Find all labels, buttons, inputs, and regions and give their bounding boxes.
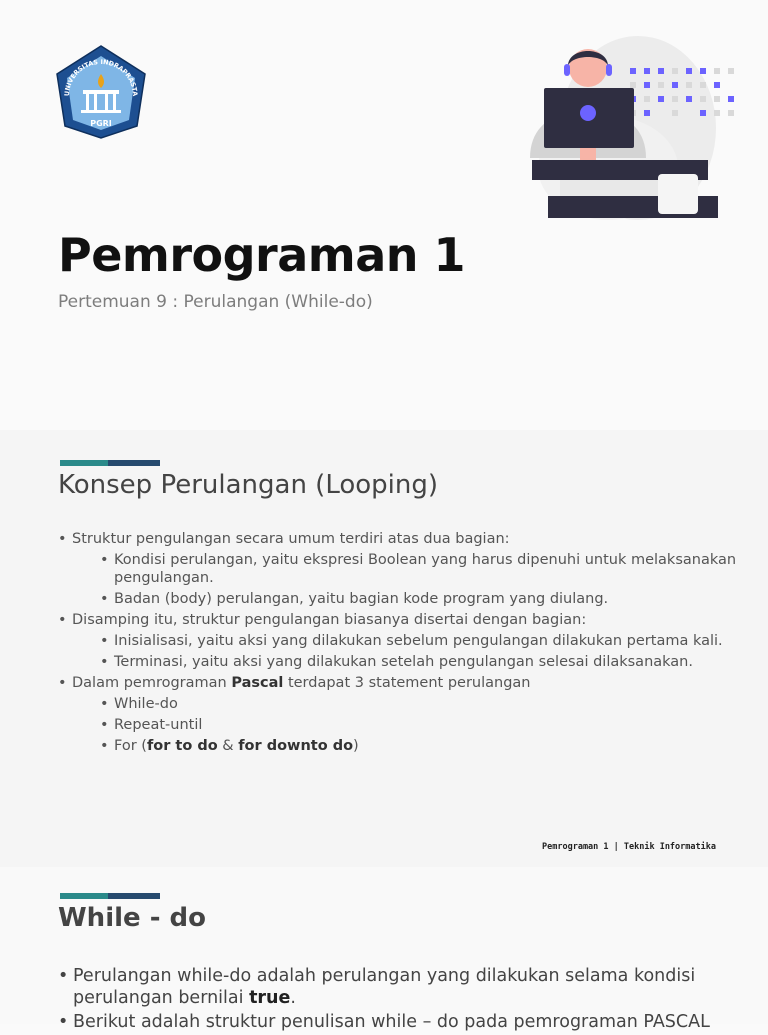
list-item: • While-do — [100, 695, 738, 713]
title-accent-bar — [60, 893, 160, 899]
title-slide — [0, 0, 768, 430]
list-item: • Berikut adalah struktur penulisan while – do pada pemrograman PASCAL — [58, 1011, 738, 1033]
person-at-computer-illustration — [508, 18, 748, 223]
list-item: • Inisialisasi, yaitu aksi yang dilakukan sebelum pengulangan dilakukan pertama kali. — [100, 632, 738, 650]
list-item: • Badan (body) perulangan, yaitu bagian kode program yang diulang. — [100, 590, 738, 608]
list-item: • Kondisi perulangan, yaitu ekspresi Boolean yang harus dipenuhi untuk melaksanakan pengulangan. — [100, 551, 738, 587]
presentation-subtitle: Pertemuan 9 : Perulangan (While-do) — [58, 292, 373, 312]
slide-footer: Pemrograman 1 | Teknik Informatika — [542, 842, 716, 852]
list-item: • Terminasi, yaitu aksi yang dilakukan setelah pengulangan selesai dilaksanakan. — [100, 653, 738, 671]
logo-ring-text: UNIVERSITAS INDRAPRASTA — [62, 57, 140, 97]
logo-bottom-text: PGRI — [90, 119, 112, 128]
list-item: • Dalam pemrograman Pascal terdapat 3 statement perulangan • While-do • Repeat-until • For (for to do & for downto do) — [58, 674, 738, 755]
list-item: • Disamping itu, struktur pengulangan biasanya disertai dengan bagian: • Inisialisasi, yaitu aksi yang dilakukan sebelum pengulangan dilakukan pertama kali. • Terminasi, yaitu aksi yang dilakukan setelah pengulangan selesai dilaksanakan. — [58, 611, 738, 671]
list-item: • Perulangan while-do adalah perulangan yang dilakukan selama kondisi perulangan bernilai true. — [58, 965, 738, 1009]
looping-bullet-list — [58, 530, 738, 758]
while-do-bullet-list — [58, 965, 738, 1035]
presentation-title: Pemrograman 1 — [58, 228, 466, 282]
section-title-looping: Konsep Perulangan (Looping) — [58, 470, 439, 500]
title-accent-bar — [60, 460, 160, 466]
section-title-while-do: While - do — [58, 903, 207, 933]
list-item: • Struktur pengulangan secara umum terdiri atas dua bagian: • Kondisi perulangan, yaitu ekspresi Boolean yang harus dipenuhi untuk melaksanakan pengulangan. • Badan (body) perulangan, yaitu bagian kode program yang diulang. — [58, 530, 738, 608]
list-item: • For (for to do & for downto do) — [100, 737, 738, 755]
list-item: • Repeat-until — [100, 716, 738, 734]
university-logo — [53, 44, 149, 140]
